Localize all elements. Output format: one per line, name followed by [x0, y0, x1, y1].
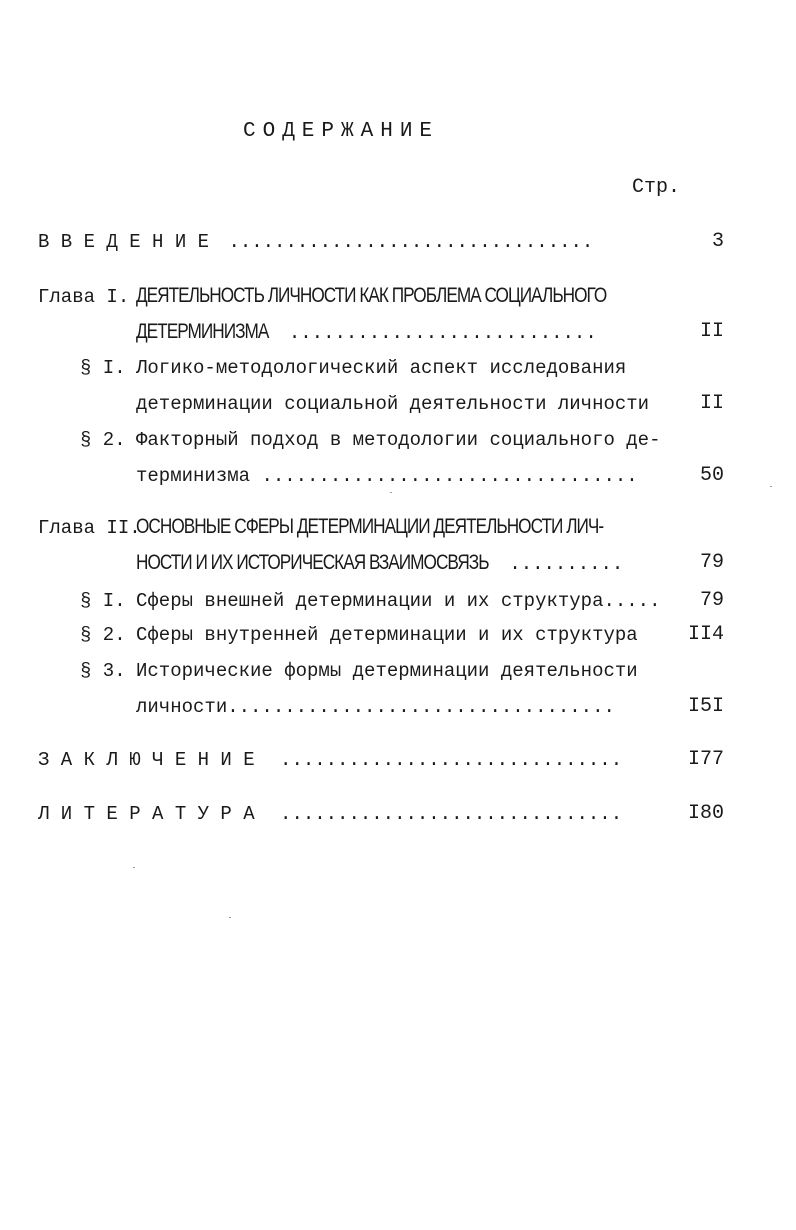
toc-page-number: 3: [711, 230, 724, 253]
toc-section-line-2: [136, 464, 638, 488]
scan-speck: [770, 486, 772, 487]
toc-section-title: Факторный подход в методологии социального де-: [136, 429, 661, 451]
toc-entry-conclusion: [38, 748, 622, 772]
toc-entry-title: Л И Т Е Р А Т У Р А: [38, 803, 255, 825]
toc-entry-literature: [38, 802, 622, 826]
toc-section-prefix: § 2.: [80, 429, 126, 451]
toc-leader-dots: ..................................: [227, 696, 615, 718]
toc-entry-title: В В Е Д Е Н И Е: [38, 231, 210, 253]
toc-leader-dots: ..........: [509, 553, 624, 575]
toc-leader-dots: ...........................: [288, 322, 597, 344]
toc-page-number: 50: [699, 464, 724, 487]
toc-leader-dots: ................................: [228, 231, 594, 253]
toc-page-number: I77: [687, 748, 724, 771]
toc-section-title-cont: терминизма: [136, 465, 251, 487]
toc-page-number: I5I: [687, 695, 724, 718]
toc-page-number: I80: [687, 802, 724, 825]
toc-chapter-title: ДЕЯТЕЛЬНОСТЬ ЛИЧНОСТИ КАК ПРОБЛЕМА СОЦИАЛЬНОГО: [136, 284, 607, 307]
toc-section-prefix: § 3.: [80, 660, 126, 682]
toc-chapter-1-line-1: [38, 285, 129, 309]
scan-speck: [133, 867, 135, 868]
toc-chapter-1-line-2: [136, 320, 597, 345]
toc-section-title-cont: детерминации социальной деятельности личности: [136, 393, 650, 415]
toc-page-number: 79: [699, 589, 724, 612]
scan-speck: [390, 492, 392, 493]
toc-leader-dots: ..............................: [280, 749, 623, 771]
toc-page-number: 79: [699, 551, 724, 574]
toc-section-title: Сферы внешней детерминации и их структура.....: [136, 590, 661, 612]
toc-section-prefix: § I.: [80, 357, 126, 379]
toc-section-title: Логико-методологический аспект исследования: [136, 357, 627, 379]
toc-page-number: II: [699, 320, 724, 343]
toc-chapter-title-cont: НОСТИ И ИХ ИСТОРИЧЕСКАЯ ВЗАИМОСВЯЗЬ: [136, 551, 489, 574]
toc-chapter-2-line-2: [136, 551, 623, 576]
toc-entry-introduction: [38, 230, 593, 254]
toc-section-prefix: § I.: [80, 590, 126, 612]
page-column-label: Стр.: [632, 176, 681, 199]
toc-chapter-title: ОСНОВНЫЕ СФЕРЫ ДЕТЕРМИНАЦИИ ДЕЯТЕЛЬНОСТИ ЛИЧ-: [136, 515, 604, 538]
page-title: СОДЕРЖАНИЕ: [243, 120, 440, 143]
toc-leader-dots: ..............................: [280, 803, 623, 825]
toc-chapter-prefix: Глава I.: [38, 286, 130, 308]
toc-section-title-cont: личности: [136, 696, 228, 718]
toc-section-title: Исторические формы детерминации деятельности: [136, 660, 638, 682]
toc-section-prefix: § 2.: [80, 624, 126, 646]
toc-entry-title: З А К Л Ю Ч Е Н И Е: [38, 749, 255, 771]
toc-page-number: II4: [687, 623, 724, 646]
scan-speck: [229, 917, 231, 918]
toc-leader-dots: .................................: [261, 465, 638, 487]
toc-chapter-title-cont: ДЕТЕРМИНИЗМА: [136, 320, 269, 343]
toc-page-number: II: [699, 392, 724, 415]
toc-chapter-prefix: Глава II.: [38, 517, 141, 539]
toc-section-title: Сферы внутренней детерминации и их структура: [136, 624, 638, 646]
toc-section-line-2: [136, 695, 615, 719]
